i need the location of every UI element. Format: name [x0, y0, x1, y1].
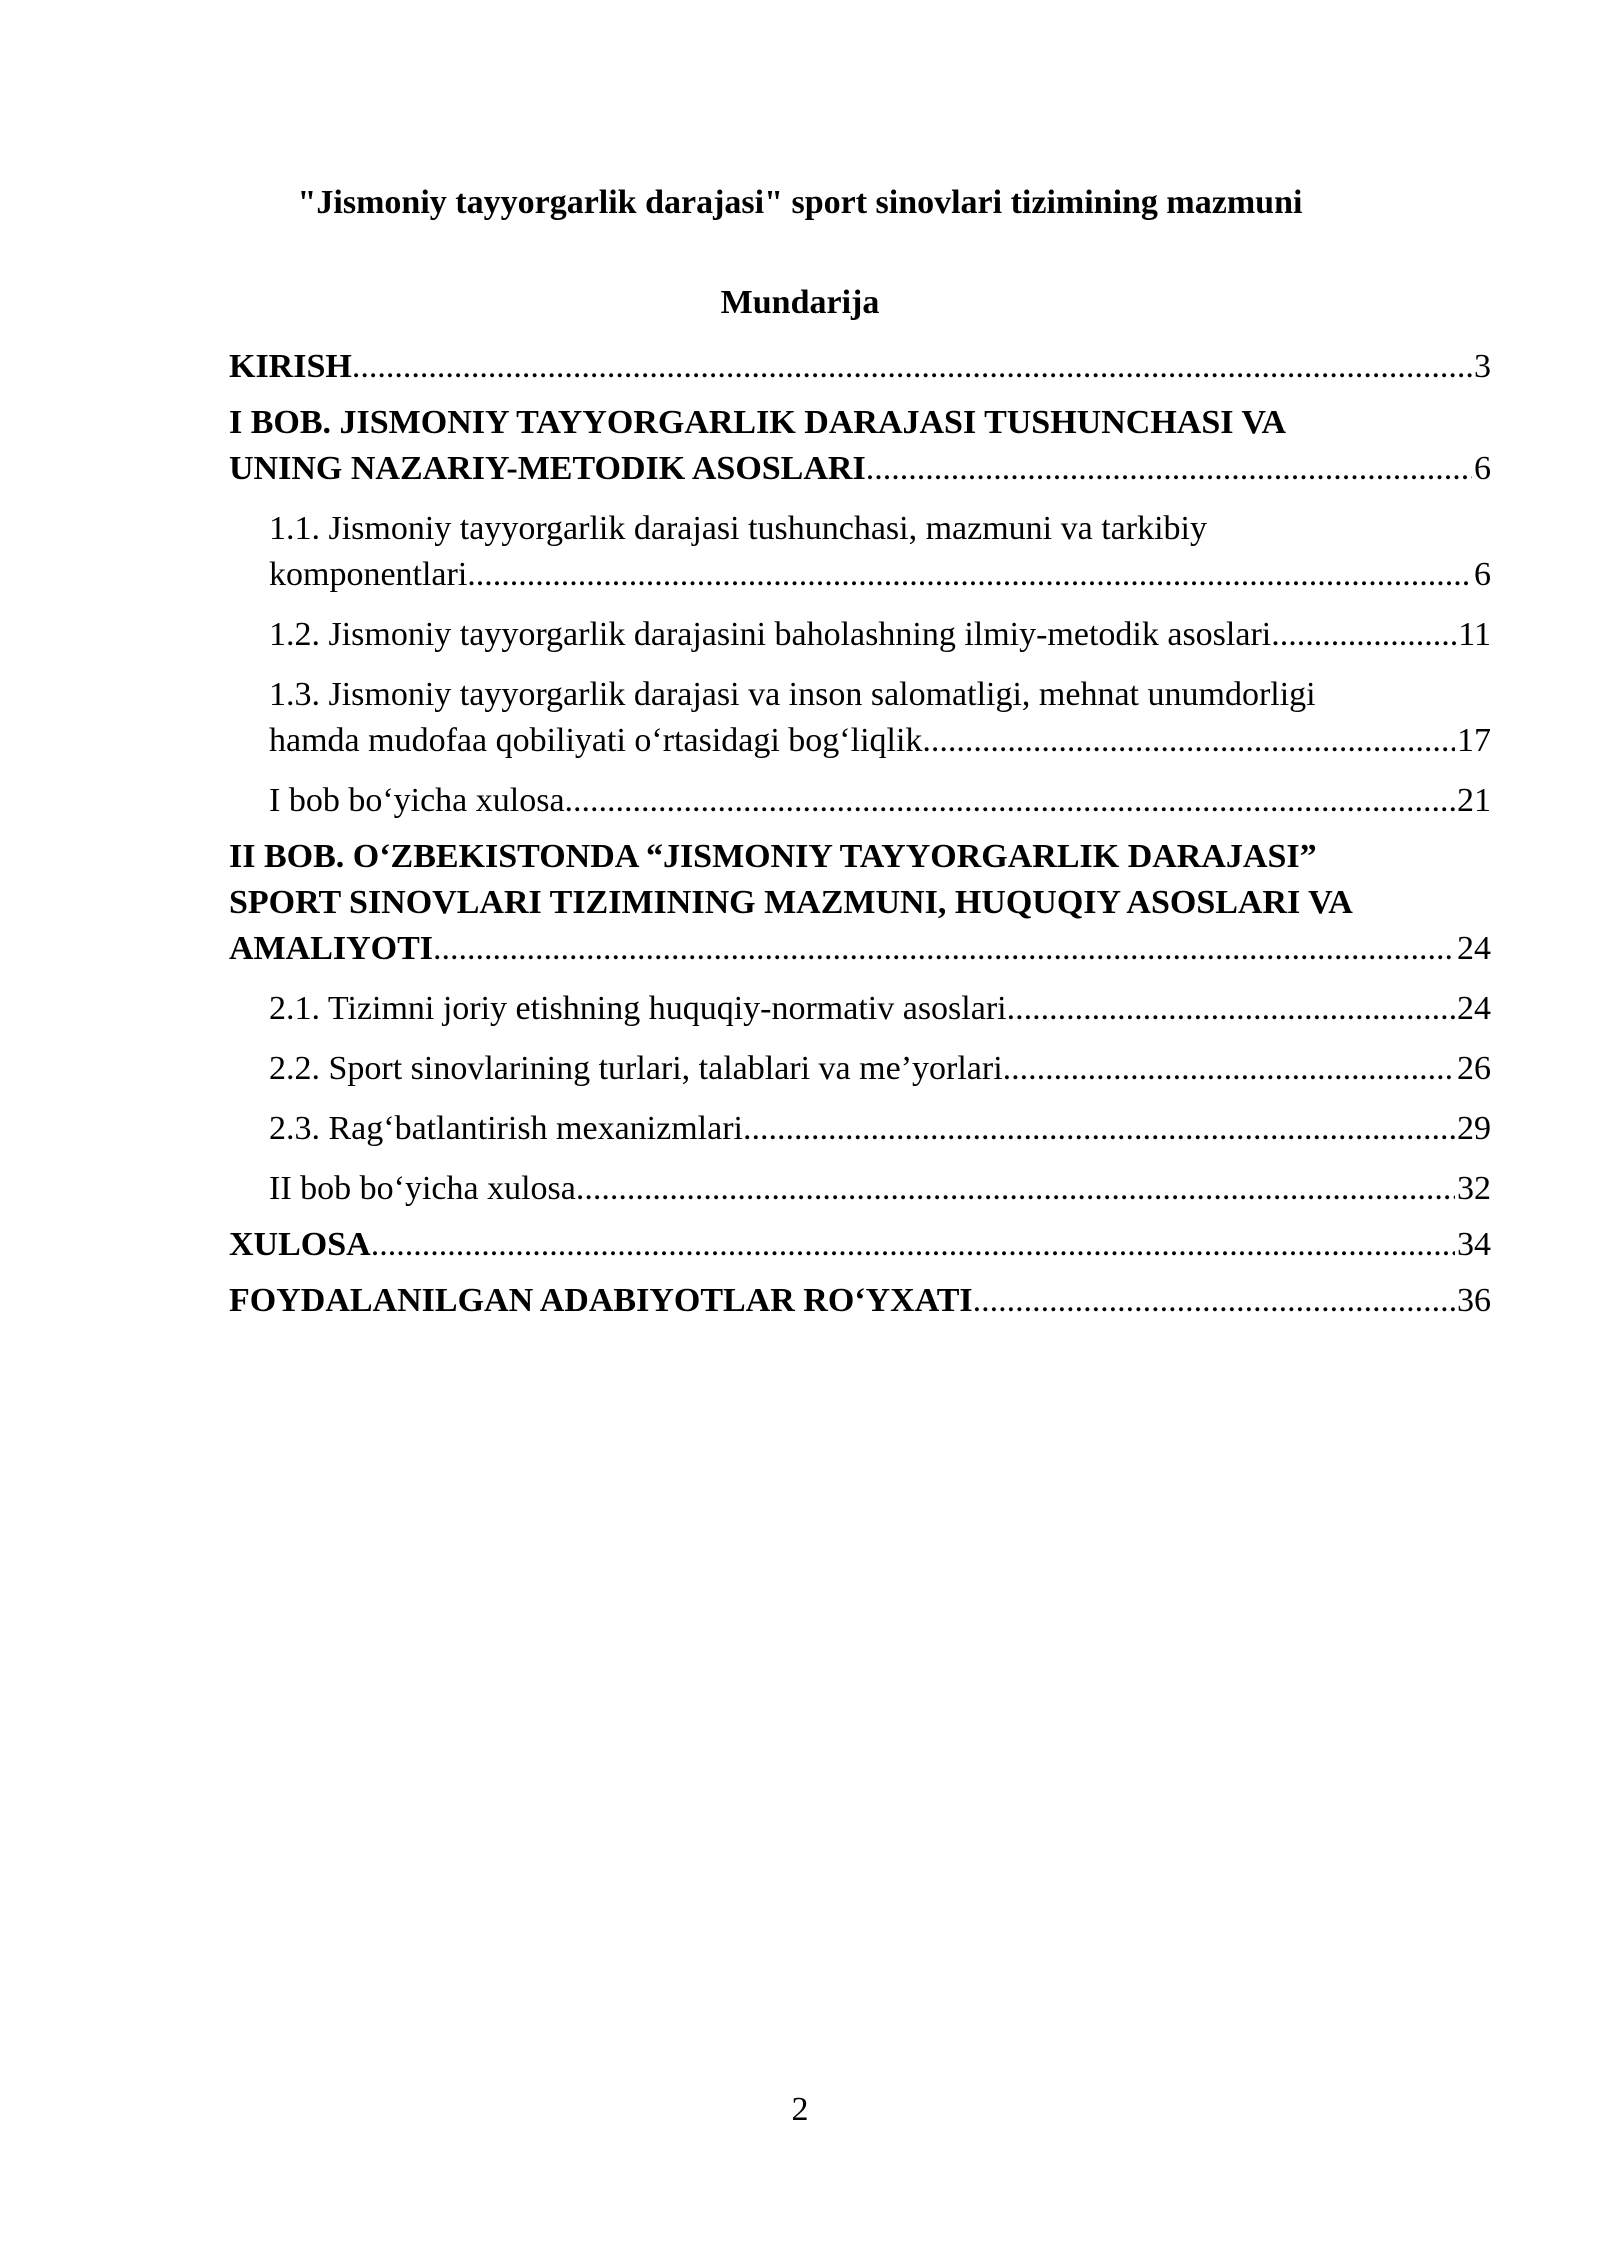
toc-entry-label-line: 1.3. Jismoniy tayyorgarlik darajasi va inson salomatligi, mehnat unumdorligi	[269, 676, 1316, 713]
toc-entry-label-line: SPORT SINOVLARI TIZIMINING MAZMUNI, HUQUQIY ASOSLARI VA	[229, 884, 1353, 921]
toc-page-number: 21	[1457, 782, 1491, 819]
toc-entry-label-line: II BOB. O‘ZBEKISTONDA “JISMONIY TAYYORGARLIK DARAJASI”	[229, 838, 1317, 875]
toc-entry-2-2[interactable]	[229, 1046, 1491, 1092]
toc-page-number: 32	[1457, 1170, 1491, 1207]
toc-page-number: 29	[1457, 1110, 1491, 1147]
toc-entry-kirish[interactable]	[229, 344, 1491, 390]
toc-page-number: 11	[1458, 616, 1491, 653]
toc-leader-dots	[1280, 612, 1457, 658]
toc-entry-label: UNING NAZARIY-METODIK ASOSLARI	[229, 450, 866, 487]
toc-leader-dots	[565, 778, 1455, 824]
toc-entry-bob2-xulosa[interactable]	[229, 1166, 1491, 1212]
toc-page-number: 3	[1474, 348, 1491, 385]
table-of-contents	[229, 344, 1491, 1324]
toc-page-number: 17	[1457, 722, 1491, 759]
page-number: 2	[791, 2091, 809, 2128]
toc-leader-dots	[922, 718, 1455, 764]
toc-entry-label: 2.2. Sport sinovlarining turlari, talablari va me’yorlari	[269, 1050, 1003, 1087]
toc-leader-dots	[433, 926, 1455, 972]
toc-page-number: 36	[1457, 1282, 1491, 1319]
toc-leader-dots	[371, 1222, 1455, 1268]
toc-entry-2-3[interactable]	[229, 1106, 1491, 1152]
toc-leader-dots	[576, 1166, 1455, 1212]
toc-entry-label: 1.2. Jismoniy tayyorgarlik darajasini baholashning ilmiy-metodik asoslari.	[269, 616, 1280, 653]
toc-entry-2-1[interactable]	[229, 986, 1491, 1032]
toc-entry-label: hamda mudofaa qobiliyati o‘rtasidagi bog‘liqlik	[269, 722, 923, 759]
toc-entry-xulosa[interactable]	[229, 1222, 1491, 1268]
toc-page-number: 34	[1457, 1226, 1491, 1263]
toc-entry-adabiyotlar[interactable]	[229, 1278, 1491, 1324]
toc-leader-dots	[352, 344, 1472, 390]
toc-page-number: 24	[1457, 990, 1491, 1027]
toc-leader-dots	[973, 1278, 1455, 1324]
toc-entry-label: I bob bo‘yicha xulosa	[269, 782, 565, 819]
toc-leader-dots	[743, 1106, 1455, 1152]
toc-entry-bob2[interactable]	[229, 834, 1491, 972]
document-title: "Jismoniy tayyorgarlik darajasi" sport sinovlari tizimining mazmuni	[297, 184, 1303, 221]
toc-heading: Mundarija	[720, 284, 880, 321]
toc-page-number: 26	[1457, 1050, 1491, 1087]
toc-entry-label: 2.3. Rag‘batlantirish mexanizmlari	[269, 1110, 743, 1147]
toc-leader-dots	[467, 552, 1472, 598]
toc-entry-label-line: 1.1. Jismoniy tayyorgarlik darajasi tushunchasi, mazmuni va tarkibiy	[269, 510, 1207, 547]
toc-leader-dots	[1003, 1046, 1455, 1092]
toc-entry-label: komponentlari	[269, 556, 468, 593]
toc-entry-1-1[interactable]	[229, 506, 1491, 598]
toc-entry-label: II bob bo‘yicha xulosa	[269, 1170, 576, 1207]
toc-entry-label: KIRISH	[229, 348, 352, 385]
toc-leader-dots	[1007, 986, 1455, 1032]
toc-page-number: 6	[1474, 556, 1491, 593]
toc-entry-bob1[interactable]	[229, 400, 1491, 492]
toc-entry-label: 2.1. Tizimni joriy etishning huquqiy-normativ asoslari	[269, 990, 1007, 1027]
toc-leader-dots	[866, 446, 1472, 492]
toc-page-number: 24	[1457, 930, 1491, 967]
toc-entry-1-2[interactable]	[229, 612, 1491, 658]
toc-entry-label: FOYDALANILGAN ADABIYOTLAR RO‘YXATI	[229, 1282, 973, 1319]
toc-entry-bob1-xulosa[interactable]	[229, 778, 1491, 824]
toc-entry-1-3[interactable]	[229, 672, 1491, 764]
toc-entry-label: XULOSA	[229, 1226, 371, 1263]
toc-entry-label: AMALIYOTI	[229, 930, 434, 967]
toc-entry-label-line: I BOB. JISMONIY TAYYORGARLIK DARAJASI TUSHUNCHASI VA	[229, 404, 1287, 441]
toc-page-number: 6	[1474, 450, 1491, 487]
